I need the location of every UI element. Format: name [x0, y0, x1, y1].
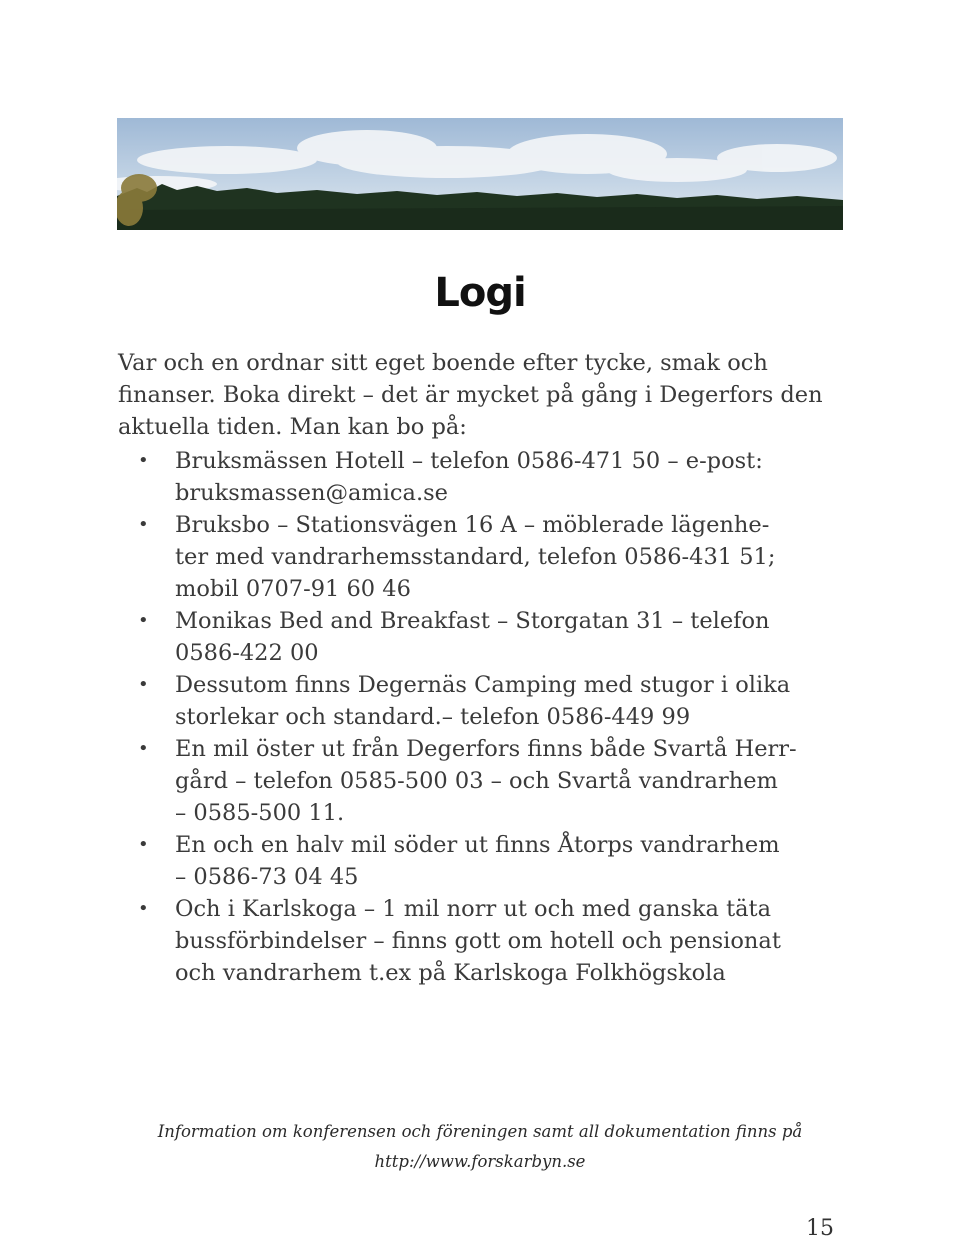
bullet-icon: • — [138, 898, 149, 919]
bullet-icon: • — [138, 610, 149, 631]
bullet-icon: • — [138, 834, 149, 855]
page-number: 15 — [806, 1216, 834, 1241]
list-item: • En och en halv mil söder ut finns Åtorps vandrarhem – 0586-73 04 45 — [118, 829, 838, 893]
list-item: • Och i Karlskoga – 1 mil norr ut och med ganska täta bussförbindelser – finns gott om hotell och pensionat och vandrarhem t.ex på Karlskoga Folkhögskola — [118, 893, 838, 989]
list-item: • Bruksmässen Hotell – telefon 0586-471 50 – e-post: bruksmassen@amica.se — [118, 445, 838, 509]
list-item: • En mil öster ut från Degerfors finns både Svartå Herr- gård – telefon 0585-500 03 – och Svartå vandrarhem – 0585-500 11. — [118, 733, 838, 829]
intro-paragraph: Var och en ordnar sitt eget boende efter tycke, smak och finanser. Boka direkt – det är mycket på gång i Degerfors den aktuella tiden. Man kan bo på: — [118, 350, 823, 440]
footer-url: http://www.forskarbyn.se — [374, 1152, 586, 1171]
bullet-icon: • — [138, 674, 149, 695]
list-item: • Bruksbo – Stationsvägen 16 A – möblerade lägenhe- ter med vandrarhemsstandard, telefon 0586-431 51; mobil 0707-91 60 46 — [118, 509, 838, 605]
main-content — [118, 347, 838, 989]
bullet-icon: • — [138, 450, 149, 471]
footer-info-text: Information om konferensen och föreningen samt all dokumentation finns på — [157, 1122, 803, 1141]
bullet-icon: • — [138, 514, 149, 535]
bullet-icon: • — [138, 738, 149, 759]
landscape-banner-image — [117, 118, 843, 230]
accommodation-list — [118, 445, 838, 989]
list-item: • Monikas Bed and Breakfast – Storgatan 31 – telefon 0586-422 00 — [118, 605, 838, 669]
page-title: Logi — [434, 270, 526, 316]
list-item: • Dessutom finns Degernäs Camping med stugor i olika storlekar och standard.– telefon 0586-449 99 — [118, 669, 838, 733]
